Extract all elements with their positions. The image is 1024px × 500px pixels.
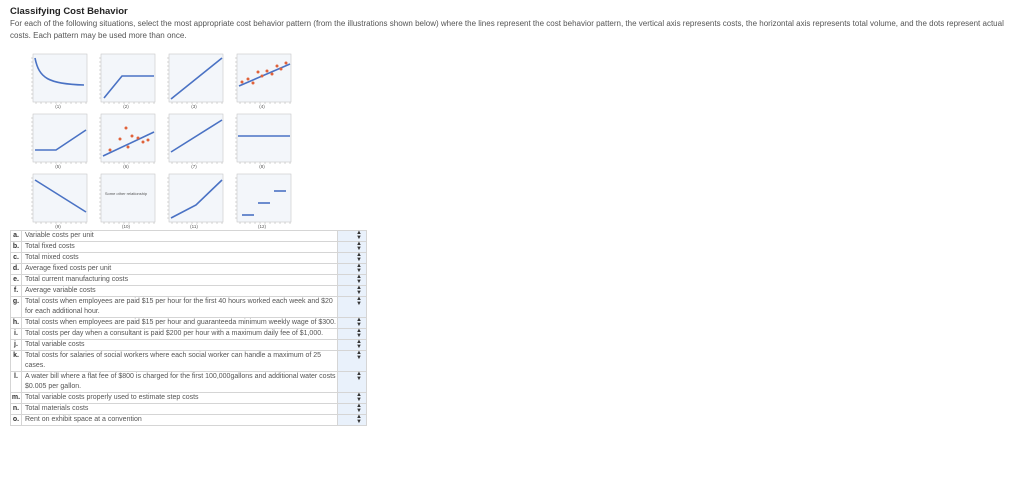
pattern-label: (1) <box>55 104 61 109</box>
question-row <box>11 393 367 404</box>
pattern-graph <box>166 112 226 166</box>
sort-arrows-icon: ▲ ▼ <box>356 274 362 285</box>
pattern-other-text: Some other relationship <box>104 191 148 196</box>
pattern-graph <box>166 52 226 106</box>
pattern-graph <box>30 112 90 166</box>
answer-cell <box>338 372 367 393</box>
pattern-select[interactable] <box>339 286 365 295</box>
pattern-label: (11) <box>190 224 198 229</box>
pattern-select[interactable] <box>339 372 365 381</box>
answer-cell <box>338 404 367 415</box>
pattern-label: (3) <box>191 104 197 109</box>
answer-cell <box>338 264 367 275</box>
pattern-2 <box>98 52 158 112</box>
question-row <box>11 404 367 415</box>
answer-cell <box>338 415 367 426</box>
pattern-select[interactable] <box>339 415 365 424</box>
answer-cell <box>338 242 367 253</box>
sort-arrows-icon: ▲ ▼ <box>356 371 362 382</box>
pattern-select[interactable] <box>339 231 365 240</box>
sort-arrows-icon: ▲ ▼ <box>356 403 362 414</box>
question-text: Total costs when employees are paid $15 per hour for the first 40 hours worked each week and $20 for each additional hour. <box>22 297 338 318</box>
question-row <box>11 275 367 286</box>
question-letter: o. <box>11 415 22 426</box>
question-text: Rent on exhibit space at a convention <box>22 415 338 426</box>
pattern-label: (9) <box>55 224 61 229</box>
question-row <box>11 340 367 351</box>
sort-arrows-icon: ▲ ▼ <box>356 296 362 307</box>
question-text: Total variable costs properly used to estimate step costs <box>22 393 338 404</box>
answer-cell <box>338 275 367 286</box>
question-text: Total fixed costs <box>22 242 338 253</box>
pattern-label: (2) <box>123 104 129 109</box>
question-table <box>10 230 367 426</box>
answer-cell <box>338 286 367 297</box>
page-title: Classifying Cost Behavior <box>10 6 128 17</box>
question-letter: i. <box>11 329 22 340</box>
pattern-label: (8) <box>259 164 265 169</box>
question-letter: l. <box>11 372 22 393</box>
question-row <box>11 264 367 275</box>
question-text: Total variable costs <box>22 340 338 351</box>
question-text: Total costs when employees are paid $15 per hour and guaranteeda minimum weekly wage of $300. <box>22 318 338 329</box>
pattern-select[interactable] <box>339 318 365 327</box>
sort-arrows-icon: ▲ ▼ <box>356 241 362 252</box>
pattern-11 <box>166 172 226 232</box>
sort-arrows-icon: ▲ ▼ <box>356 285 362 296</box>
pattern-label: (10) <box>121 224 130 229</box>
sort-arrows-icon: ▲ ▼ <box>356 392 362 403</box>
answer-cell <box>338 253 367 264</box>
answer-cell <box>338 351 367 372</box>
sort-arrows-icon: ▲ ▼ <box>356 252 362 263</box>
question-text: Total costs per day when a consultant is paid $200 per hour with a maximum daily fee of $1,000. <box>22 329 338 340</box>
sort-arrows-icon: ▲ ▼ <box>356 414 362 425</box>
question-letter: m. <box>11 393 22 404</box>
pattern-graph <box>30 172 90 226</box>
pattern-select[interactable] <box>339 351 365 360</box>
pattern-graph <box>234 52 294 106</box>
question-text: A water bill where a flat fee of $800 is charged for the first 100,000gallons and additional water costs $0.005 per gallon. <box>22 372 338 393</box>
sort-arrows-icon: ▲ ▼ <box>356 317 362 328</box>
question-row <box>11 242 367 253</box>
pattern-graph <box>30 52 90 106</box>
answer-cell <box>338 297 367 318</box>
question-text: Average variable costs <box>22 286 338 297</box>
question-text: Total mixed costs <box>22 253 338 264</box>
pattern-8 <box>234 112 294 172</box>
pattern-graph <box>234 172 294 226</box>
pattern-select[interactable] <box>339 340 365 349</box>
pattern-9 <box>30 172 90 232</box>
pattern-label: (6) <box>123 164 129 169</box>
pattern-select[interactable] <box>339 275 365 284</box>
answer-cell <box>338 231 367 242</box>
question-letter: c. <box>11 253 22 264</box>
pattern-select[interactable] <box>339 329 365 338</box>
question-row <box>11 231 367 242</box>
sort-arrows-icon: ▲ ▼ <box>356 339 362 350</box>
question-text: Total current manufacturing costs <box>22 275 338 286</box>
pattern-graph <box>98 52 158 106</box>
answer-cell <box>338 340 367 351</box>
question-row <box>11 329 367 340</box>
question-letter: j. <box>11 340 22 351</box>
sort-arrows-icon: ▲ ▼ <box>356 328 362 339</box>
pattern-label: (5) <box>55 164 61 169</box>
question-text: Average fixed costs per unit <box>22 264 338 275</box>
pattern-label: (4) <box>259 104 265 109</box>
question-letter: a. <box>11 231 22 242</box>
question-text: Total costs for salaries of social workers where each social worker can handle a maximum of 25 cases. <box>22 351 338 372</box>
answer-cell <box>338 318 367 329</box>
pattern-graph <box>234 112 294 166</box>
pattern-select[interactable] <box>339 253 365 262</box>
pattern-1 <box>30 52 90 112</box>
question-text: Total materials costs <box>22 404 338 415</box>
pattern-10 <box>98 172 158 232</box>
question-row <box>11 297 367 318</box>
pattern-label: (7) <box>191 164 197 169</box>
pattern-5 <box>30 112 90 172</box>
pattern-select[interactable] <box>339 264 365 273</box>
question-row <box>11 372 367 393</box>
instructions: For each of the following situations, select the most appropriate cost behavior pattern (from the illustrations shown below) where the lines represent the cost behavior pattern, the vertical axis represents costs, the horizontal axis represents total volume, and the dots represent actual costs. Each pattern may be used more than once. <box>10 19 1004 40</box>
pattern-graph <box>98 112 158 166</box>
pattern-label: (12) <box>257 224 266 229</box>
pattern-7 <box>166 112 226 172</box>
question-text: Variable costs per unit <box>22 231 338 242</box>
sort-arrows-icon: ▲ ▼ <box>356 350 362 361</box>
answer-cell <box>338 393 367 404</box>
pattern-graph <box>166 172 226 226</box>
question-row <box>11 286 367 297</box>
pattern-select[interactable] <box>339 297 365 306</box>
question-letter: f. <box>11 286 22 297</box>
question-letter: g. <box>11 297 22 318</box>
answer-cell <box>338 329 367 340</box>
question-row <box>11 415 367 426</box>
pattern-3 <box>166 52 226 112</box>
pattern-6 <box>98 112 158 172</box>
pattern-4 <box>234 52 294 112</box>
pattern-select[interactable] <box>339 393 365 402</box>
question-letter: n. <box>11 404 22 415</box>
question-letter: k. <box>11 351 22 372</box>
question-letter: h. <box>11 318 22 329</box>
sort-arrows-icon: ▲ ▼ <box>356 230 362 241</box>
question-letter: b. <box>11 242 22 253</box>
pattern-select[interactable] <box>339 404 365 413</box>
pattern-graph <box>98 172 158 226</box>
pattern-12 <box>234 172 294 232</box>
question-row <box>11 318 367 329</box>
question-letter: d. <box>11 264 22 275</box>
pattern-select[interactable] <box>339 242 365 251</box>
question-row <box>11 351 367 372</box>
sort-arrows-icon: ▲ ▼ <box>356 263 362 274</box>
question-letter: e. <box>11 275 22 286</box>
question-row <box>11 253 367 264</box>
cost-pattern-illustrations <box>30 52 302 234</box>
